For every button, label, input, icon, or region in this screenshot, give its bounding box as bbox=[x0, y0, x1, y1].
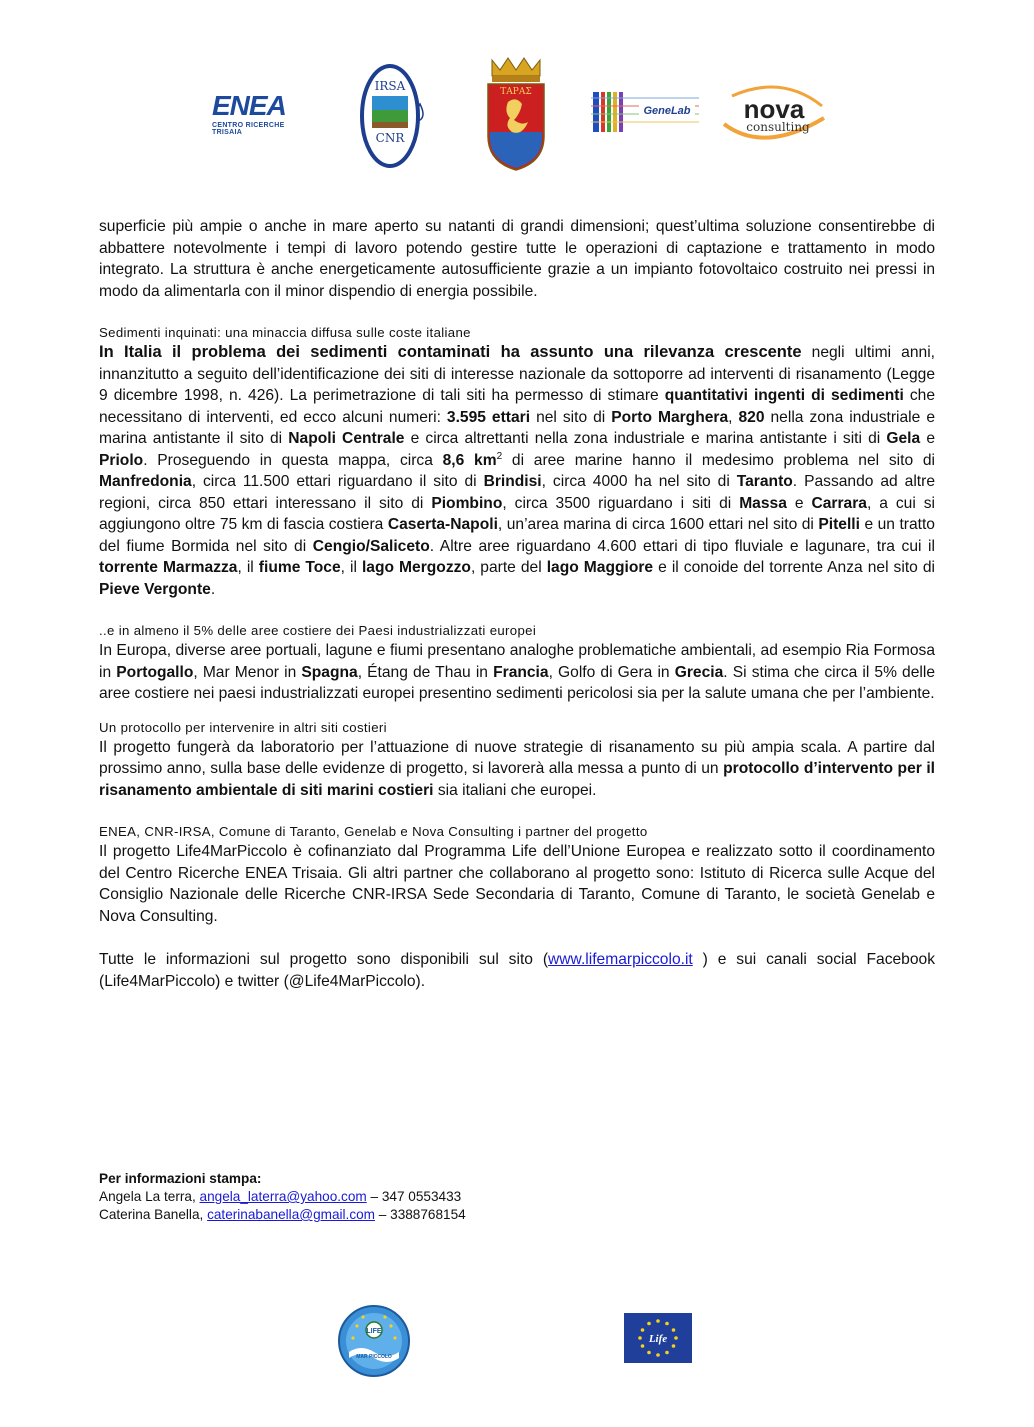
email-link[interactable]: angela_laterra@yahoo.com bbox=[199, 1189, 367, 1204]
section-body-protocollo: Il progetto fungerà da laboratorio per l’attuazione di nuove strategie di risanamento su più ampia scala. A partire dal prossimo anno, sulla base delle evidenze di progetto, si lavorerà alla messa a punto di un protocollo d’intervento per il risanamento ambientale di siti marini costieri sia italiani che europei. bbox=[99, 738, 935, 799]
section-body-europa: In Europa, diverse aree portuali, lagune e fiumi presentano analoghe problematiche ambientali, ad esempio Ria Formosa in Portogallo, Mar Menor in Spagna, Étang de Thau in Francia, Golfo di Gera in Grecia. Si stima che circa il 5% delle aree costiere nei paesi industrializzati europei presentino sedimenti pericolosi sia per la salute umana che per l’ambiente. bbox=[99, 642, 935, 702]
article-body bbox=[99, 216, 935, 992]
irsa-cnr-logo bbox=[358, 62, 426, 170]
section-heading-partner: ENEA, CNR-IRSA, Comune di Taranto, Genelab e Nova Consulting i partner del progetto bbox=[99, 824, 648, 839]
genelab-text: GeneLab bbox=[643, 105, 691, 117]
press-contacts bbox=[99, 1170, 599, 1224]
enea-logo bbox=[212, 92, 308, 138]
cnr-text: CNR bbox=[375, 131, 405, 145]
genelab-logo bbox=[591, 88, 699, 146]
section-heading-europa: ..e in almeno il 5% delle aree costiere dei Paesi industrializzati europei bbox=[99, 623, 537, 638]
info-paragraph: Tutte le informazioni sul progetto sono disponibili sul sito (www.lifemarpiccolo.it ) e sui canali social Facebook (Life4MarPiccolo) e twitter (@Life4MarPiccolo). bbox=[99, 951, 935, 990]
press-title: Per informazioni stampa: bbox=[99, 1171, 262, 1186]
press-contact-row: Angela La terra, angela_laterra@yahoo.com – 347 0553433 bbox=[99, 1189, 462, 1204]
life4-bottom-text: MAR PICCOLO bbox=[356, 1354, 392, 1360]
enea-logo-word: ENEA bbox=[212, 90, 286, 121]
partner-logos bbox=[0, 50, 1034, 180]
website-link[interactable]: www.lifemarpiccolo.it bbox=[548, 951, 693, 968]
section-heading-protocollo: Un protocollo per intervenire in altri siti costieri bbox=[99, 719, 387, 735]
eu-life-text: Life bbox=[648, 1333, 668, 1345]
email-link[interactable]: caterinabanella@gmail.com bbox=[207, 1207, 376, 1222]
nova-word: nova bbox=[743, 94, 805, 124]
nova-consulting-logo bbox=[718, 84, 828, 146]
press-contact-row: Caterina Banella, caterinabanella@gmail.com – 3388768154 bbox=[99, 1207, 466, 1222]
section-heading-sedimenti: Sedimenti inquinati: una minaccia diffusa sulle coste italiane bbox=[99, 325, 471, 340]
nova-sub: consulting bbox=[746, 120, 810, 134]
section-body-sedimenti: In Italia il problema dei sedimenti contaminati ha assunto una rilevanza crescente negli ultimi anni, innanzitutto a seguito dell’identificazione dei siti di interesse nazionale da sottoporre ad interventi di risanamento (Legge 9 dicembre 1998, n. 426). La perimetrazione di tali siti ha permesso di stimare quantitativi ingenti di sedimenti che necessitano di interventi, ed ecco alcuni numeri: 3.595 ettari nel sito di Porto Marghera, 820 nella zona industriale e marina antistante il sito di Napoli Centrale e circa altrettanti nella zona industriale e marina antistante i siti di Gela e Priolo. Proseguendo in questa mappa, circa 8,6 $km^2$ di aree marine hanno il medesimo problema nel sito di Manfredonia, circa 11.500 ettari riguardano il sito di Brindisi, circa 4000 ha nel sito di Taranto. Passando ad altre regioni, circa 850 ettari interessano il sito di Piombino, circa 3500 riguardano i siti di Massa e Carrara, a cui si aggiungono oltre 75 km di fascia costiera Caserta-Napoli, un’area marina di circa 1600 ettari nel sito di Pitelli e un tratto del fiume Bormida nel sito di Cengio/Saliceto. Altre aree riguardano 4.600 ettari di tipo fluviale e lagunare, tra cui il torrente Marmazza, il fiume Toce, il lago Mergozzo, parte del lago Maggiore e il conoide del torrente Anza nel sito di Pieve Vergonte. bbox=[99, 343, 936, 598]
life4marpiccolo-logo bbox=[337, 1304, 411, 1378]
taranto-text: ΤΑΡΑΣ bbox=[500, 87, 532, 97]
life4-top-text: LIFE bbox=[366, 1328, 382, 1335]
intro-paragraph: superficie più ampie o anche in mare aperto su natanti di grandi dimensioni; quest’ultima soluzione consentirebbe di abbattere notevolmente i tempi di lavoro potendo gestire tutte le operazioni di captazione e trattamento in modo integrato. La struttura è anche energeticamente autosufficiente grazie a un impianto fotovoltaico costruito nei pressi in modo da alimentarla con il minor dispendio di energia possibile. bbox=[99, 218, 935, 300]
eu-life-logo bbox=[624, 1313, 692, 1363]
taranto-coat-of-arms bbox=[484, 54, 548, 172]
irsa-text: IRSA bbox=[374, 79, 406, 93]
enea-logo-subtitle: CENTRO RICERCHE TRISAIA bbox=[212, 122, 285, 136]
section-body-partner: Il progetto Life4MarPiccolo è cofinanziato dal Programma Life dell’Unione Europea e realizzato sotto il coordinamento del Centro Ricerche ENEA Trisaia. Gli altri partner che collaborano al progetto sono: Istituto di Ricerca sulle Acque del Consiglio Nazionale delle Ricerche CNR-IRSA Sede Secondaria di Taranto, Comune di Taranto, le società Genelab e Nova Consulting. bbox=[99, 843, 935, 925]
